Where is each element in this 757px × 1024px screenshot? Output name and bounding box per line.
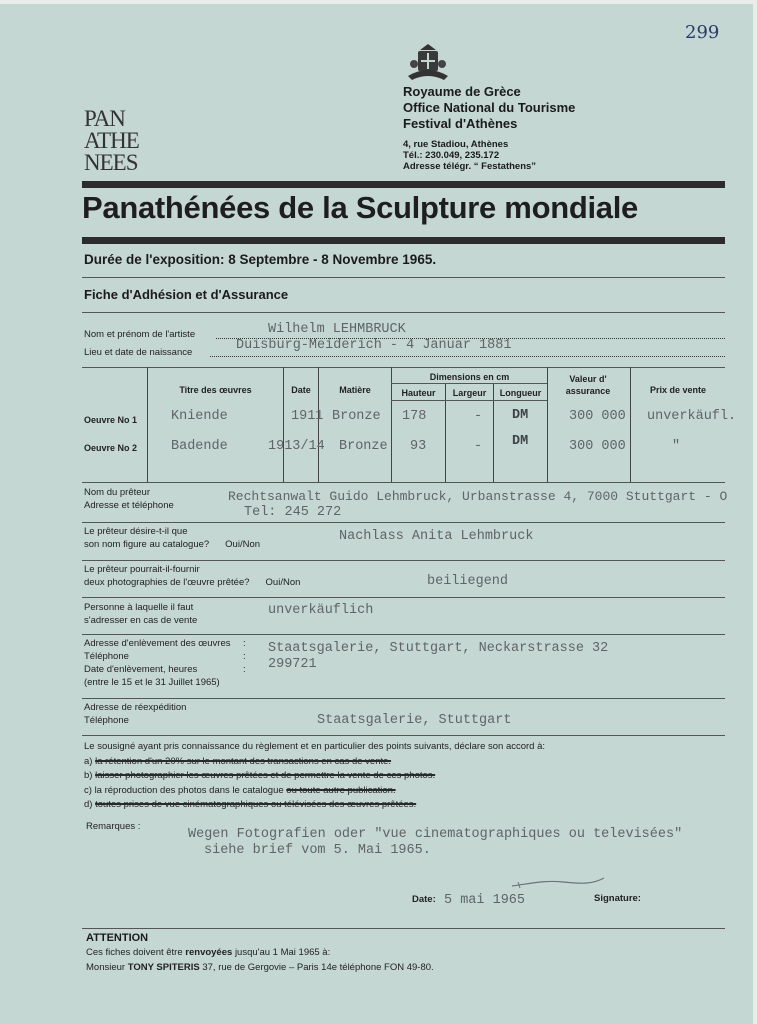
declaration-item-a [84, 755, 545, 770]
lender-label-line: Nom du prêteur [84, 487, 151, 498]
work-2-height: 93 [410, 439, 427, 454]
exhibition-duration: Durée de l'exposition: 8 Septembre - 8 Novembre 1965. [84, 252, 437, 267]
work-1-label: Oeuvre No 1 [84, 415, 138, 425]
work-1-width: - [474, 409, 483, 424]
divider [82, 597, 725, 598]
work-1-title: Kniende [171, 409, 228, 424]
work-2-insurance-value: 300 000 [569, 439, 626, 454]
struck-text: ou toute autre publication. [286, 784, 396, 796]
org-telephone: Tél.: 230.049, 235.172 [403, 150, 500, 161]
photos-question-line: Le prêteur pourrait-il-fournir [84, 564, 200, 575]
attention-emphasis: renvoyées [185, 947, 233, 958]
pickup-date-label: Date d'enlèvement, heures [84, 664, 198, 675]
work-2-label: Oeuvre No 2 [84, 443, 138, 453]
divider [82, 928, 725, 929]
col-header-height: Hauteur [401, 388, 436, 398]
dotted-line [210, 356, 725, 357]
col-header-sale-price: Prix de vente [649, 385, 707, 395]
logo-line: PAN [84, 106, 125, 131]
org-header [403, 84, 575, 132]
title-bar-top [82, 181, 725, 188]
page-number: 299 [685, 22, 720, 43]
work-1-insurance-value: 300 000 [569, 409, 626, 424]
pickup-address-label: Adresse d'enlèvement des œuvres [84, 638, 231, 649]
date-value: 5 mai 1965 [444, 893, 526, 908]
catalogue-question-line: Le prêteur désire-t-il que [84, 526, 188, 537]
work-2-title: Badende [171, 439, 228, 454]
attention-emphasis: TONY SPITERIS [127, 962, 200, 973]
photos-value: beiliegend [427, 574, 509, 589]
page-title: Panathénées de la Sculpture mondiale [82, 190, 638, 225]
artist-name-value: Wilhelm LEHMBRUCK [268, 322, 406, 337]
declaration-item-d [84, 798, 545, 813]
item-prefix: b) [84, 770, 93, 781]
birth-value: Duisburg-Meiderich - 4 Januar 1881 [236, 338, 512, 353]
attention-line-2 [86, 961, 434, 974]
colon: : [243, 651, 246, 662]
photos-question-line: deux photographies de l'œuvre prêtée? [84, 577, 250, 588]
item-text: la réproduction des photos dans le catalogue [94, 784, 284, 796]
declaration-block [84, 740, 545, 813]
lender-label [84, 486, 174, 512]
dimensions-subline [391, 400, 547, 401]
sale-contact-label-line: Personne à laquelle il faut [84, 602, 194, 613]
col-header-date: Date [291, 385, 311, 395]
attention-title: ATTENTION [86, 932, 149, 944]
col-header-dimensions: Dimensions en cm [429, 372, 510, 382]
sale-contact-label-line: s'adresser en cas de vente [84, 615, 198, 626]
org-line: Royaume de Grèce [403, 84, 521, 99]
struck-text: la rétention d'un 20% sur le montant des transactions en cas de vente. [95, 755, 392, 767]
catalogue-question-line: son nom figure au catalogue? [84, 539, 210, 550]
pickup-labels [84, 637, 231, 689]
org-telegram: Adresse télégr. “ Festathens” [403, 161, 537, 172]
return-address-value: Staatsgalerie, Stuttgart [317, 713, 512, 728]
lender-address-value: Rechtsanwalt Guido Lehmbruck, Urbanstrasse 4, 7000 Stuttgart - O [228, 489, 728, 504]
catalogue-yes-no-option: Oui/Non [225, 539, 261, 550]
remarks-line-2: siehe brief vom 5. Mai 1965. [204, 843, 431, 858]
work-2-sale-price: " [672, 439, 681, 454]
work-2-width: - [474, 439, 483, 454]
divider [82, 522, 725, 523]
work-2-date: 1913/14 [268, 439, 325, 454]
attention-text: jusqu'au 1 Mai 1965 à: [234, 947, 331, 958]
table-bottom-line [82, 482, 725, 483]
table-top-line [82, 367, 725, 368]
org-line: Festival d'Athènes [403, 116, 518, 131]
signature-label: Signature: [594, 893, 641, 904]
colon: : [243, 638, 246, 649]
org-contact [403, 139, 536, 172]
remarks-line-1: Wegen Fotografien oder "vue cinematographiques ou televisées" [188, 827, 683, 842]
colon: : [243, 664, 246, 675]
date-label: Date: [412, 894, 436, 905]
org-line: Office National du Tourisme [403, 100, 576, 115]
divider [82, 634, 725, 635]
catalogue-name-value: Nachlass Anita Lehmbruck [339, 529, 534, 544]
lender-telephone-value: Tel: 245 272 [244, 505, 342, 520]
col-header-length: Longueur [499, 388, 542, 398]
date-value-wrapper [444, 893, 525, 908]
pickup-telephone-value: 299721 [268, 657, 317, 672]
declaration-intro: Le sousigné ayant pris connaissance du règlement et en particulier des points suivants, déclare son accord à: [84, 741, 546, 752]
pickup-colons [243, 637, 246, 676]
lender-label-line: Adresse et téléphone [84, 500, 174, 511]
pickup-date-range-label: (entre le 15 et le 31 Juillet 1965) [84, 677, 220, 688]
logo-line: ATHE [84, 128, 139, 153]
pickup-telephone-label: Téléphone [84, 651, 129, 662]
return-labels [84, 701, 186, 727]
divider [82, 312, 725, 313]
panathenees-logo [84, 108, 139, 174]
work-1-material: Bronze [332, 409, 381, 424]
divider [82, 560, 725, 561]
col-header-material: Matière [339, 385, 371, 395]
col-header-insurance-value: Valeur d' assurance [565, 374, 611, 396]
table-col-line [547, 367, 548, 482]
table-col-line [391, 367, 392, 482]
work-1-currency: DM [512, 408, 529, 423]
title-bar-bottom [82, 237, 725, 244]
work-2-material: Bronze [339, 439, 388, 454]
work-1-height: 178 [402, 409, 427, 424]
declaration-item-b [84, 769, 545, 784]
item-prefix: d) [84, 799, 93, 810]
sale-contact-value: unverkäuflich [268, 603, 374, 618]
signature-scribble [508, 870, 608, 894]
return-address-label: Adresse de réexpédition [84, 702, 187, 713]
divider [82, 735, 725, 736]
photos-question [84, 563, 300, 589]
declaration-item-c [84, 784, 545, 799]
work-2-currency: DM [512, 434, 529, 449]
form-title: Fiche d'Adhésion et d'Assurance [84, 287, 289, 302]
col-header-width: Largeur [452, 388, 487, 398]
divider [82, 698, 725, 699]
work-1-date: 1911 [291, 409, 324, 424]
attention-text: Ces fiches doivent être [86, 947, 183, 958]
struck-text: toutes prises de vue cinématographiques ou télévisées des œuvres prêtées. [95, 799, 417, 810]
logo-line: NEES [84, 150, 138, 175]
attention-text: 37, rue de Gergovie – Paris 14e téléphone FON 49-80. [202, 962, 434, 973]
col-header-title: Titre des œuvres [179, 385, 252, 395]
sale-contact-label [84, 601, 197, 627]
item-prefix: a) [84, 755, 93, 767]
item-prefix: c) [84, 784, 92, 796]
pickup-address-value: Staatsgalerie, Stuttgart, Neckarstrasse 32 [268, 641, 609, 656]
work-1-sale-price: unverkäufl. [647, 409, 737, 424]
form-sheet [0, 4, 753, 1024]
return-telephone-label: Téléphone [84, 715, 129, 726]
remarks-label: Remarques : [86, 821, 141, 832]
photos-yes-no-option: Oui/Non [265, 577, 301, 588]
artist-name-label: Nom et prénom de l'artiste [84, 329, 196, 340]
dimensions-subline [391, 383, 547, 384]
attention-text: Monsieur [86, 962, 126, 973]
attention-line-1 [86, 946, 330, 959]
divider [82, 277, 725, 278]
catalogue-question [84, 525, 260, 551]
struck-text: laisser photographier les œuvres prêtées et de permettre la vente de ces photos. [95, 770, 436, 781]
royal-crest-icon [404, 40, 452, 82]
org-address: 4, rue Stadiou, Athènes [403, 139, 509, 150]
birth-label: Lieu et date de naissance [84, 347, 193, 358]
